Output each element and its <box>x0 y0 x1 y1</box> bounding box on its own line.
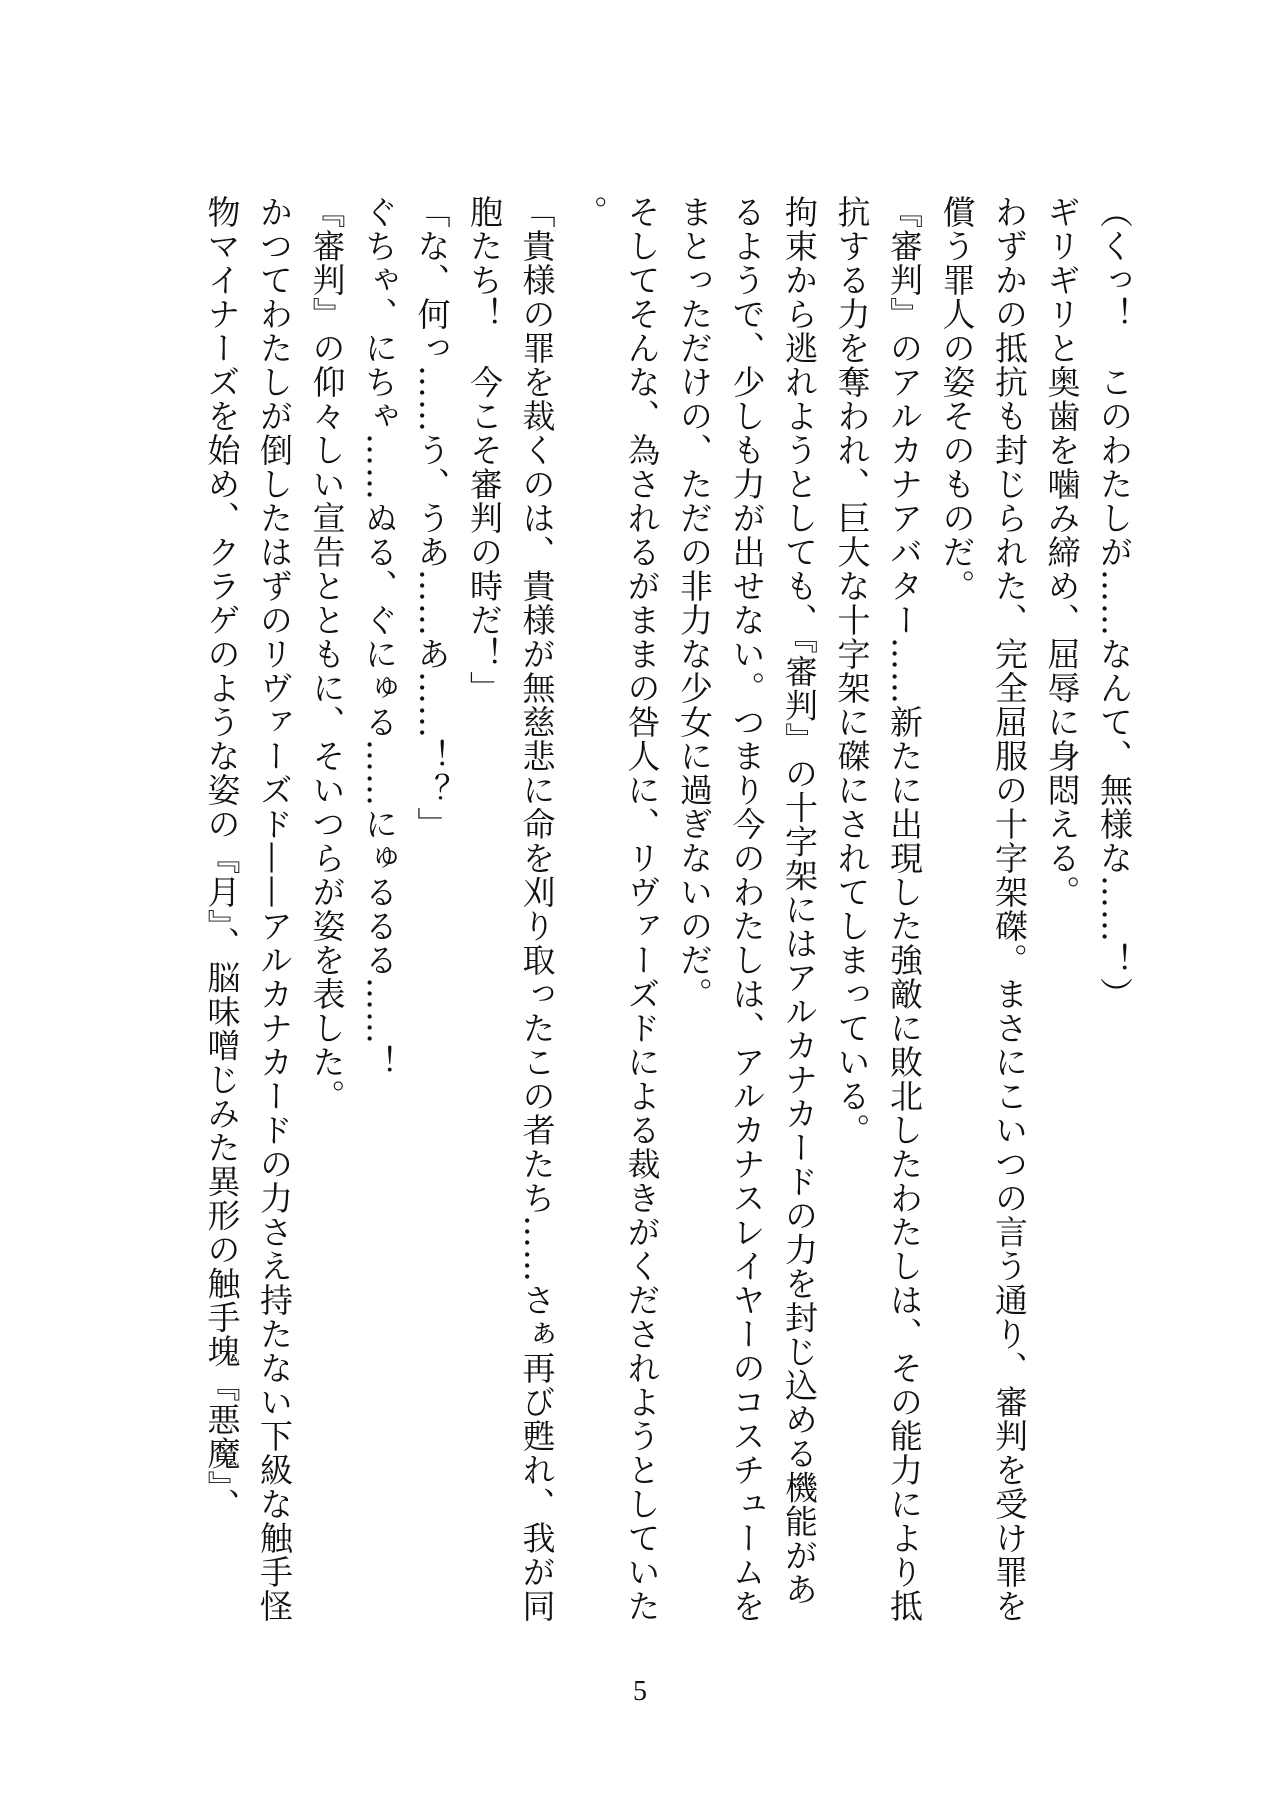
paragraph: 「な、何っ……う、うあ……あ……！？」 <box>412 195 452 841</box>
paragraph: かつてわたしが倒したはずのリヴァーズド——アルカナカードの力さえ持たない下級な触手怪物マイナーズを始め、クラゲのような姿の『月』、脳味噌じみた異形の触手塊『悪魔』、 <box>202 195 294 1623</box>
paragraph: ギリギリと奥歯を噛み締め、屈辱に身悶える。 <box>1042 195 1082 909</box>
paragraph: （くっ！ このわたしが……なんて、無様な……！） <box>1095 195 1134 1011</box>
paragraph: ぐちゃ、にちゃ……ぬる、ぐにゅる……にゅるるる……！ <box>360 195 399 1079</box>
vertical-text-body <box>195 195 1140 1625</box>
paragraph: わずかの抵抗も封じられた、完全屈服の十字架磔。まさにこいつの言う通り、審判を受け罪を償う罪人の姿そのものだ。 <box>937 195 1029 1623</box>
paragraph: そしてそんな、為されるがままの咎人に、リヴァーズドによる裁きがくだされようとしていた。 <box>570 195 662 1623</box>
paragraph: 「貴様の罪を裁くのは、貴様が無慈悲に命を刈り取ったこの者たち……さぁ再び甦れ、我が同胞たち！ 今こそ審判の時だ！」 <box>465 195 557 1623</box>
page-number: 5 <box>633 1676 647 1707</box>
paragraph: 『審判』の仰々しい宣告とともに、そいつらが姿を表した。 <box>307 195 347 1113</box>
paragraph: 『審判』のアルカナアバター……新たに出現した強敵に敗北したわたしは、その能力により抵抗する力を奪われ、巨大な十字架に磔にされてしまっている。 <box>832 195 924 1623</box>
paragraph: 拘束から逃れようとしても、『審判』の十字架にはアルカナカードの力を封じ込める機能があるようで、少しも力が出せない。つまり今のわたしは、アルカナスレイヤーのコスチュームをまとっただけの、ただの非力な少女に過ぎないのだ。 <box>675 195 819 1623</box>
